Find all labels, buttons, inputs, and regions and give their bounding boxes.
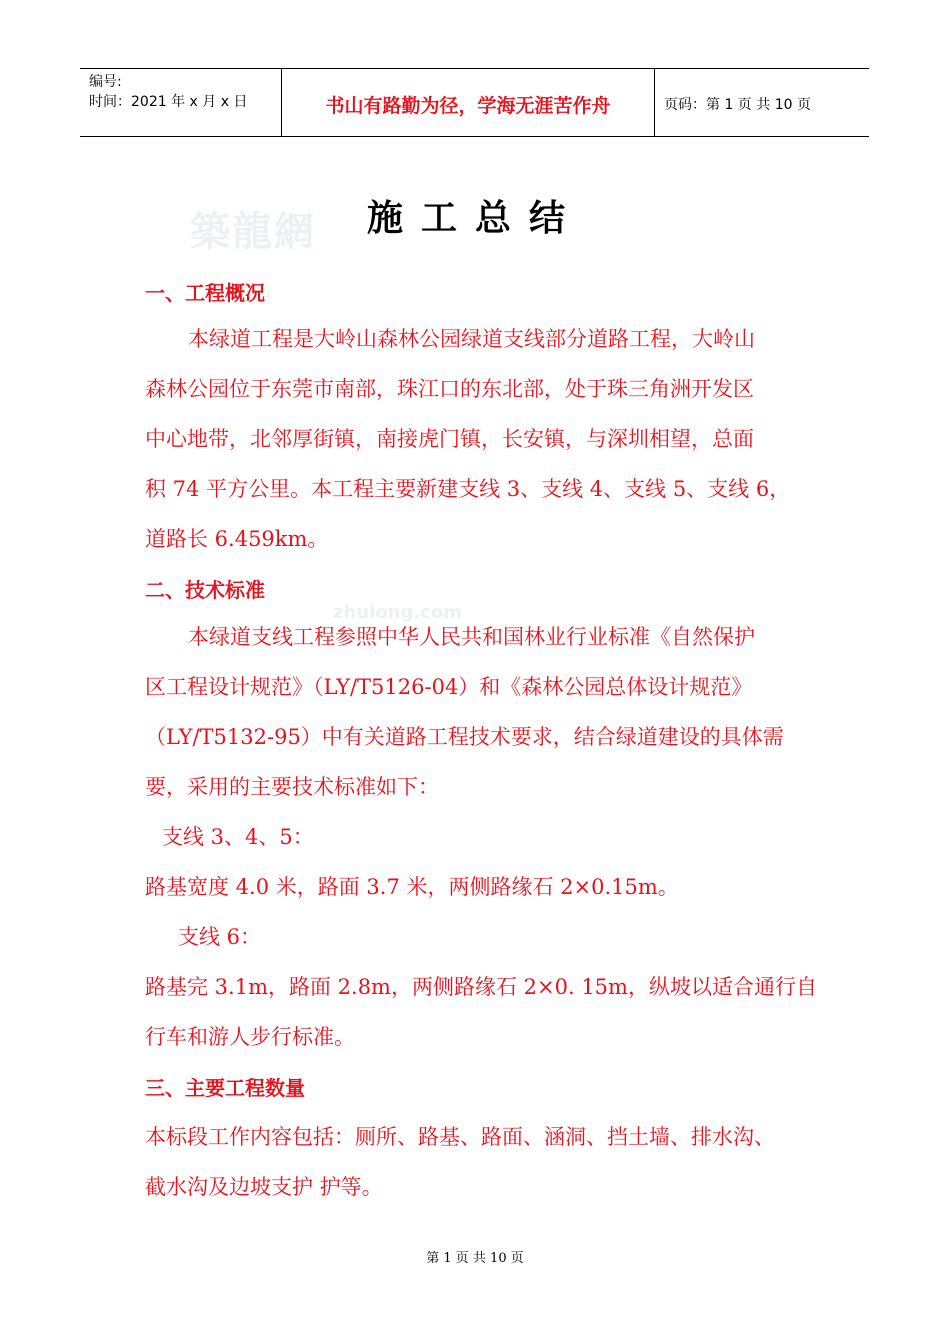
page-header: [80, 68, 869, 137]
paragraph-line: 区工程设计规范》（LY/T5126-04）和《森林公园总体设计规范》: [145, 675, 753, 699]
watermark-site: zhulong.com: [333, 602, 462, 623]
paragraph-line: 截水沟及边坡支护 护等。: [145, 1175, 383, 1199]
paragraph-line: 本标段工作内容包括：厕所、路基、路面、涵洞、挡土墙、排水沟、: [145, 1125, 775, 1149]
motto: 书山有路勤为径，学海无涯苦作舟: [325, 95, 611, 117]
section-heading-quantities: 三、主要工程数量: [145, 1076, 305, 1100]
page-footer: 第 1 页 共 10 页: [426, 1251, 524, 1266]
paragraph-line: 支线 3、4、5：: [162, 825, 314, 849]
paragraph-line: 本绿道支线工程参照中华人民共和国林业行业标准《自然保护: [188, 625, 755, 649]
section-heading-standards: 二、技术标准: [145, 578, 265, 602]
serial-label: 编号:: [89, 74, 122, 90]
paragraph-line: 路基完 3.1m，路面 2.8m，两侧路缘石 2×0. 15m，纵坡以适合通行自: [145, 975, 817, 999]
paragraph-line: 行车和游人步行标准。: [145, 1025, 355, 1049]
date-label: 时间：2021 年 x 月 x 日: [89, 94, 248, 110]
paragraph-line: 森林公园位于东莞市南部，珠江口的东北部，处于珠三角洲开发区: [145, 377, 754, 401]
paragraph-line: 要，采用的主要技术标准如下：: [145, 775, 439, 799]
paragraph-line: 支线 6：: [178, 925, 262, 949]
watermark-logo: 築龍網: [190, 208, 316, 255]
paragraph-line: 积 74 平方公里。本工程主要新建支线 3、支线 4、支线 5、支线 6，: [145, 477, 791, 501]
paragraph-line: 路基宽度 4.0 米，路面 3.7 米，两侧路缘石 2×0.15m。: [145, 875, 679, 899]
paragraph-line: 本绿道工程是大岭山森林公园绿道支线部分道路工程，大岭山: [188, 327, 755, 351]
section-heading-overview: 一、工程概况: [145, 281, 265, 305]
paragraph-line: 道路长 6.459km。: [145, 527, 329, 551]
document-title: 施工总结: [366, 197, 583, 239]
header-info-cell: [80, 69, 282, 136]
paragraph-line: （LY/T5132-95）中有关道路工程技术要求，结合绿道建设的具体需: [145, 725, 784, 749]
paragraph-line: 中心地带，北邻厚街镇，南接虎门镇，长安镇，与深圳相望，总面: [145, 427, 754, 451]
header-page-cell: [655, 69, 869, 136]
page-code: 页码：第 1 页 共 10 页: [664, 97, 811, 113]
header-motto-cell: [282, 69, 655, 136]
